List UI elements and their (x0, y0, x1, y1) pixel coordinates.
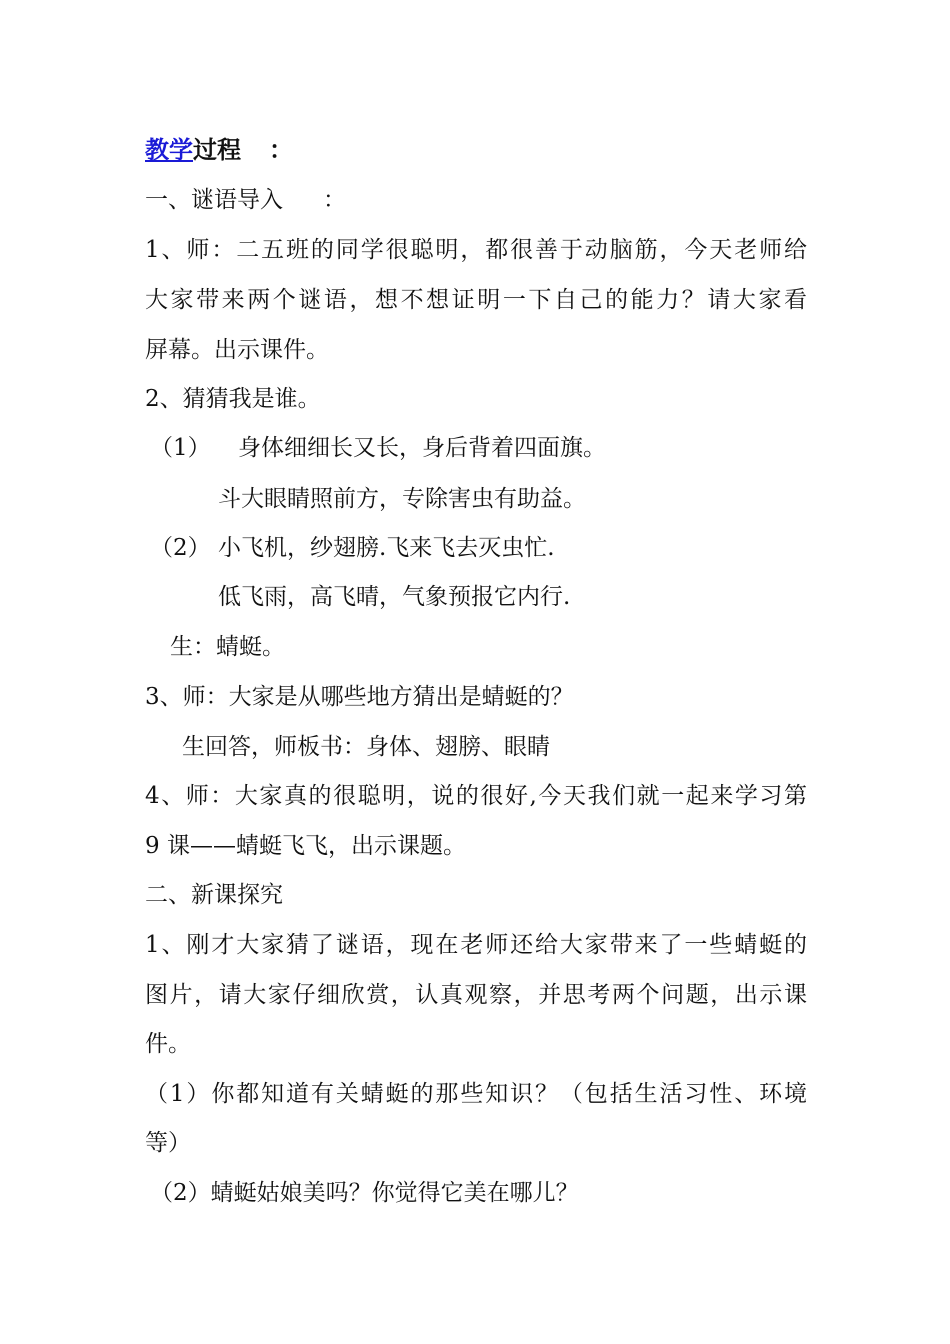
section-heading-2: 二、新课探究 (145, 882, 283, 908)
riddle-1-number: （1） (150, 435, 211, 461)
paragraph-1-line-1: 1、师：二五班的同学很聪明，都很善于动脑筋，今天老师给 (145, 237, 807, 263)
paragraph-1-line-3: 屏幕。出示课件。 (145, 337, 329, 363)
title-link[interactable]: 教学 (145, 135, 193, 164)
title-text: 过程 (193, 135, 241, 164)
riddle-2-number: （2） (150, 535, 211, 561)
paragraph-4-line-2: 9 课——蜻蜓飞飞，出示课题。 (145, 833, 466, 859)
paragraph-5-line-3: 件。 (145, 1031, 191, 1057)
paragraph-2: 2、猜猜我是谁。 (145, 386, 321, 412)
paragraph-5-line-1: 1、刚才大家猜了谜语，现在老师还给大家带来了一些蜻蜓的 (145, 932, 807, 958)
title-colon: ： (269, 135, 293, 164)
riddle-2-line-1: 小飞机，纱翅膀.飞来飞去灭虫忙. (218, 535, 555, 561)
riddle-1-line-2: 斗大眼睛照前方，专除害虫有助益。 (218, 486, 586, 512)
paragraph-3-answer: 生回答，师板书：身体、翅膀、眼睛 (182, 734, 550, 760)
paragraph-4-line-1: 4、师：大家真的很聪明，说的很好,今天我们就一起来学习第 (145, 783, 807, 809)
riddle-2-line-2: 低飞雨，高飞晴，气象预报它内行. (218, 584, 571, 610)
paragraph-3: 3、师：大家是从哪些地方猜出是蜻蜓的？ (145, 684, 574, 710)
riddle-1-line-1: 身体细细长又长，身后背着四面旗。 (238, 435, 606, 461)
page-title (145, 135, 293, 165)
paragraph-1-line-2: 大家带来两个谜语，想不想证明一下自己的能力？请大家看 (145, 287, 807, 313)
section-heading-1-text: 一、谜语导入 (145, 187, 283, 213)
question-1-line-2: 等） (145, 1130, 191, 1156)
student-answer: 生：蜻蜓。 (170, 634, 285, 660)
section-heading-1 (145, 185, 346, 215)
question-1-line-1: （1）你都知道有关蜻蜓的那些知识？（包括生活习性、环境 (145, 1081, 807, 1107)
question-2: （2）蜻蜓姑娘美吗？你觉得它美在哪儿？ (150, 1180, 579, 1206)
paragraph-5-line-2: 图片，请大家仔细欣赏，认真观察，并思考两个问题，出示课 (145, 982, 807, 1008)
section-heading-1-colon: ： (323, 187, 346, 213)
